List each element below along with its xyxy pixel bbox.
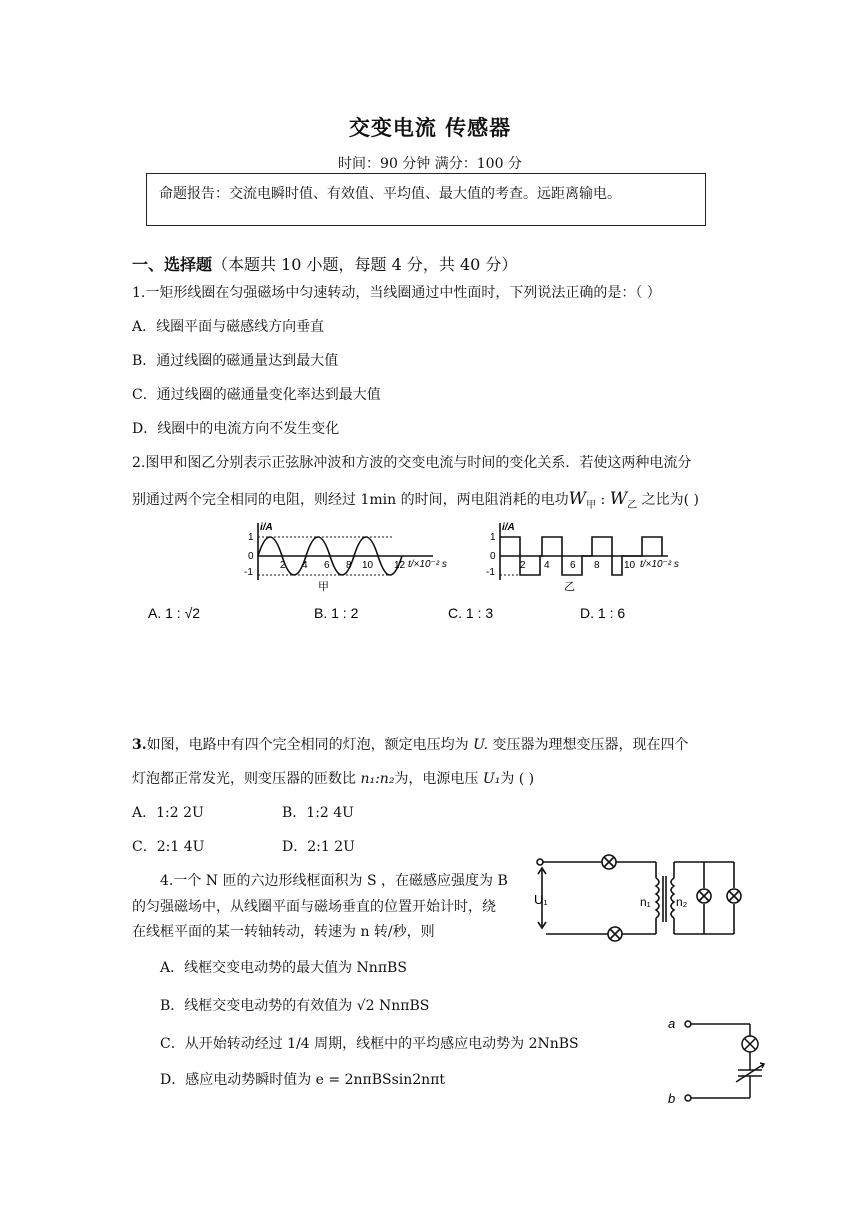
q1-option-b: B．通过线圈的磁通量达到最大值	[132, 353, 339, 369]
jia-xtick-8: 8	[346, 560, 352, 571]
q4-circuit	[664, 1012, 774, 1112]
q2-text-b: 之比为( )	[637, 492, 699, 508]
jia-xtick-4: 4	[302, 560, 308, 571]
yi-xtick-6: 6	[570, 560, 576, 571]
yi-xtick-10: 10	[624, 560, 636, 571]
jia-ytick-1: 1	[248, 532, 254, 543]
q2-option-d: D. 1 : 6	[580, 605, 626, 621]
q4-stem-line1: 4.一个 N 匝的六边形线框面积为 S ，在磁感应强度为 B	[160, 873, 508, 889]
yi-ytick-0: 0	[490, 551, 496, 562]
yi-ytick-1: 1	[490, 532, 496, 543]
yi-x-axis-label: t/×10⁻² s	[640, 559, 679, 570]
jia-x-axis-label: t/×10⁻² s	[408, 559, 447, 570]
q2-stem-line1: 2.图甲和图乙分别表示正弦脉冲波和方波的交变电流与时间的变化关系．若使这两种电流分	[132, 455, 692, 471]
q3-stem-line2	[132, 768, 534, 788]
q4-option-a: A．线框交变电动势的最大值为 NnπBS	[160, 960, 407, 976]
w-symbol: W	[568, 489, 587, 509]
yi-ytick-neg1: -1	[486, 567, 495, 578]
q4-fig-b: b	[668, 1091, 676, 1106]
section-title: 一、选择题	[132, 255, 213, 274]
jia-ytick-0: 0	[248, 551, 254, 562]
q4-option-c: C．从开始转动经过 1/4 周期，线框中的平均感应电动势为 2NnBS	[160, 1036, 579, 1052]
page-title: 交变电流 传感器	[348, 116, 512, 140]
figure-yi	[486, 522, 679, 593]
q2-stem-line2	[132, 489, 699, 511]
q3-option-a: A．1:2 2U	[132, 805, 204, 821]
q1-option-a: A．线圈平面与磁感线方向垂直	[132, 319, 325, 335]
yi-y-axis-label: i/A	[502, 522, 515, 533]
q2-option-a: A. 1 : √2	[148, 605, 201, 621]
q3-number: 3.	[132, 737, 147, 753]
q2-colon: :	[596, 492, 610, 508]
q3-text-b: 变压器为理想变压器，现在四个	[488, 737, 689, 753]
exam-info: 时间：90 分钟 满分：100 分	[338, 156, 522, 172]
section-heading	[132, 252, 517, 275]
q2-figure	[148, 518, 728, 630]
jia-ytick-neg1: -1	[244, 567, 253, 578]
q3-u1: U₁	[482, 771, 501, 787]
q3-ratio: n₁:n₂	[360, 771, 395, 787]
q4-stem-line2: 的匀强磁场中，从线圈平面与磁场垂直的位置开始计时，绕	[132, 899, 496, 915]
report-box: 命题报告：交流电瞬时值、有效值、平均值、最大值的考查。远距离输电。	[146, 173, 706, 226]
q3-text-e: 为 ( )	[500, 771, 535, 787]
q2-option-b: B. 1 : 2	[314, 605, 359, 621]
yi-xtick-8: 8	[594, 560, 600, 571]
q3-text-d: 为，电源电压	[394, 771, 483, 787]
yi-caption: 乙	[564, 581, 575, 593]
q2-option-c: C. 1 : 3	[448, 605, 494, 621]
q3-option-b: B．1:2 4U	[282, 805, 354, 821]
w-sub-jia: 甲	[586, 499, 597, 511]
q3-circuit	[532, 848, 748, 948]
q3-stem-line1	[132, 734, 689, 754]
q4-fig-a: a	[668, 1016, 676, 1031]
q3-option-d: D．2:1 2U	[282, 839, 355, 855]
q3-text-a: 如图，电路中有四个完全相同的灯泡，额定电压均为	[146, 737, 474, 753]
yi-xtick-4: 4	[544, 560, 550, 571]
q1-stem: 1.一矩形线圈在匀强磁场中匀速转动，当线圈通过中性面时，下列说法正确的是：（ ）	[132, 285, 661, 301]
q1-option-c: C．通过线圈的磁通量变化率达到最大值	[132, 387, 381, 403]
q3-fig-u1: U₁	[534, 892, 548, 907]
q4-option-b: B．线框交变电动势的有效值为 √2 NnπBS	[160, 998, 430, 1014]
q3-u: U.	[473, 737, 489, 753]
q3-fig-n1: n₁	[640, 895, 651, 909]
w-symbol-2: W	[609, 489, 628, 509]
q2-text-a: 别通过两个完全相同的电阻，则经过 1min 的时间，两电阻消耗的电功	[132, 492, 569, 508]
jia-xtick-6: 6	[324, 560, 330, 571]
q3-text-c: 灯泡都正常发光，则变压器的匝数比	[132, 771, 361, 787]
section-note: （本题共 10 小题，每题 4 分，共 40 分）	[212, 255, 518, 274]
q1-option-d: D．线圈中的电流方向不发生变化	[132, 421, 340, 437]
w-sub-yi: 乙	[627, 499, 638, 511]
figure-jia	[244, 522, 447, 593]
q4-option-d: D．感应电动势瞬时值为 e = 2nπBSsin2nπt	[160, 1072, 446, 1088]
jia-xtick-10: 10	[362, 560, 374, 571]
jia-xtick-12: 12	[394, 560, 406, 571]
jia-y-axis-label: i/A	[260, 522, 273, 533]
q3-fig-n2: n₂	[676, 895, 688, 909]
q3-option-c: C．2:1 4U	[132, 839, 205, 855]
yi-xtick-2: 2	[520, 560, 526, 571]
q4-stem-line3: 在线框平面的某一转轴转动，转速为 n 转/秒，则	[132, 924, 435, 940]
jia-caption: 甲	[318, 581, 329, 593]
jia-xtick-2: 2	[280, 560, 286, 571]
